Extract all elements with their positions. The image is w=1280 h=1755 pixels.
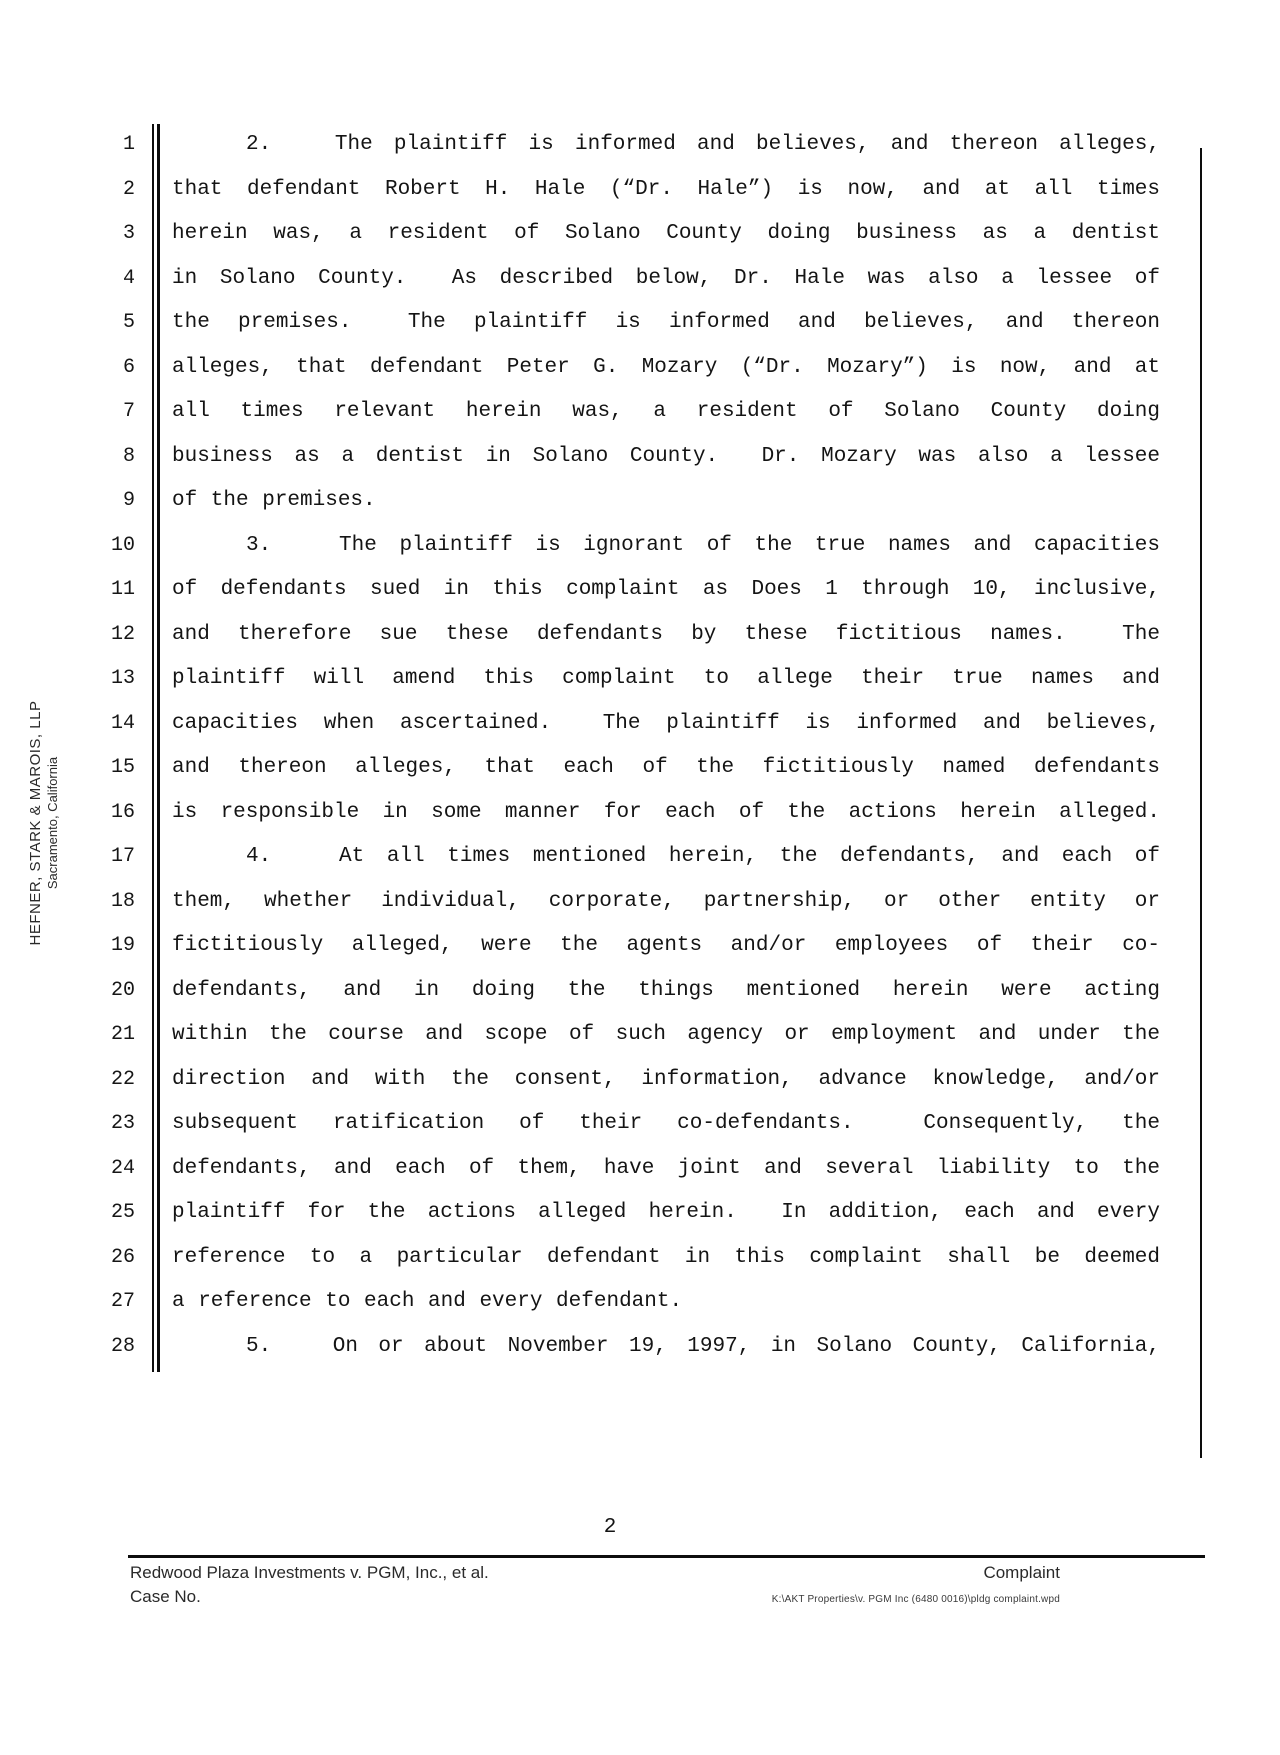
line-number: 20 (110, 978, 135, 1002)
document-line: is responsible in some manner for each of the actions herein alleged. (172, 800, 1160, 824)
document-line: capacities when ascertained. The plaintiff is informed and believes, (172, 711, 1160, 735)
line-number: 8 (122, 444, 135, 468)
document-line: the premises. The plaintiff is informed and believes, and thereon (172, 311, 1160, 334)
document-line: plaintiff will amend this complaint to allege their true names and (172, 667, 1160, 690)
document-line: all times relevant herein was, a resident of Solano County doing (172, 400, 1160, 423)
footer (130, 1562, 1060, 1611)
document-line: reference to a particular defendant in this complaint shall be deemed (172, 1245, 1160, 1269)
line-number: 14 (110, 711, 135, 735)
document-line: fictitiously alleged, were the agents and/or employees of their co- (172, 934, 1160, 957)
law-firm-location: Sacramento, California (45, 756, 60, 890)
document-line: direction and with the consent, information, advance knowledge, and/or (172, 1067, 1160, 1091)
document-line: alleges, that defendant Peter G. Mozary (“Dr. Mozary”) is now, and at (172, 355, 1160, 379)
document-line: defendants, and each of them, have joint and several liability to the (172, 1156, 1160, 1180)
line-number: 24 (110, 1156, 135, 1180)
footer-case-title: Redwood Plaza Investments v. PGM, Inc., et al. (130, 1563, 489, 1582)
law-firm-name: HEFNER, STARK & MAROIS, LLP (27, 700, 44, 946)
document-line: 3. The plaintiff is ignorant of the true names and capacities (246, 533, 1160, 557)
line-number: 17 (110, 845, 135, 868)
line-number: 23 (110, 1112, 135, 1135)
document-line: plaintiff for the actions alleged herein. In addition, each and every (172, 1201, 1160, 1224)
line-number: 18 (110, 889, 135, 913)
footer-case-no-label: Case No. (130, 1587, 201, 1606)
line-number: 4 (122, 266, 135, 290)
document-line: of defendants sued in this complaint as Does 1 through 10, inclusive, (172, 578, 1160, 601)
document-line: 4. At all times mentioned herein, the defendants, and each of (246, 845, 1160, 868)
line-number: 11 (110, 578, 135, 601)
document-line: a reference to each and every defendant. (172, 1290, 683, 1313)
line-number: 5 (122, 311, 135, 334)
footer-doc-title: Complaint (983, 1563, 1060, 1582)
line-number: 1 (122, 133, 135, 156)
line-number: 15 (110, 756, 135, 779)
document-line: of the premises. (172, 489, 376, 512)
document-line: and therefore sue these defendants by these fictitious names. The (172, 622, 1160, 646)
document-line: and thereon alleges, that each of the fictitiously named defendants (172, 756, 1160, 779)
document-line: business as a dentist in Solano County. Dr. Mozary was also a lessee (172, 444, 1160, 468)
line-number: 6 (122, 355, 135, 379)
document-line: subsequent ratification of their co-defendants. Consequently, the (172, 1112, 1160, 1135)
document-line: 2. The plaintiff is informed and believes, and thereon alleges, (246, 133, 1160, 156)
document-line: in Solano County. As described below, Dr. Hale was also a lessee of (172, 266, 1160, 290)
line-number: 7 (122, 400, 135, 423)
line-number: 9 (122, 489, 135, 512)
line-number: 26 (110, 1245, 135, 1269)
footer-file-path: K:\AKT Properties\v. PGM Inc (6480 0016)\pldg complaint.wpd (771, 1594, 1060, 1605)
line-number: 28 (110, 1334, 135, 1358)
line-number: 19 (110, 934, 135, 957)
line-number: 10 (110, 533, 135, 557)
document-line: herein was, a resident of Solano County doing business as a dentist (172, 222, 1160, 245)
line-number: 25 (110, 1201, 135, 1224)
line-number: 22 (110, 1067, 135, 1091)
document-line: them, whether individual, corporate, partnership, or other entity or (172, 889, 1160, 913)
left-margin-double-rule-inner (157, 124, 160, 1372)
document-line: within the course and scope of such agency or employment and under the (172, 1023, 1160, 1046)
line-number: 27 (110, 1290, 135, 1313)
line-number: 13 (110, 667, 135, 690)
line-number: 3 (122, 222, 135, 245)
document-line: defendants, and in doing the things mentioned herein were acting (172, 978, 1160, 1002)
line-number: 2 (122, 177, 135, 201)
footer-rule (128, 1555, 1205, 1558)
line-number: 12 (110, 622, 135, 646)
document-line: that defendant Robert H. Hale (“Dr. Hale”) is now, and at all times (172, 177, 1160, 201)
line-number: 21 (110, 1023, 135, 1046)
law-firm-stamp (27, 693, 65, 953)
document-line: 5. On or about November 19, 1997, in Solano County, California, (246, 1334, 1160, 1358)
right-margin-rule (1200, 148, 1202, 1458)
left-margin-double-rule-outer (152, 124, 154, 1372)
line-number: 16 (110, 800, 135, 824)
page-number: 2 (603, 1516, 617, 1539)
